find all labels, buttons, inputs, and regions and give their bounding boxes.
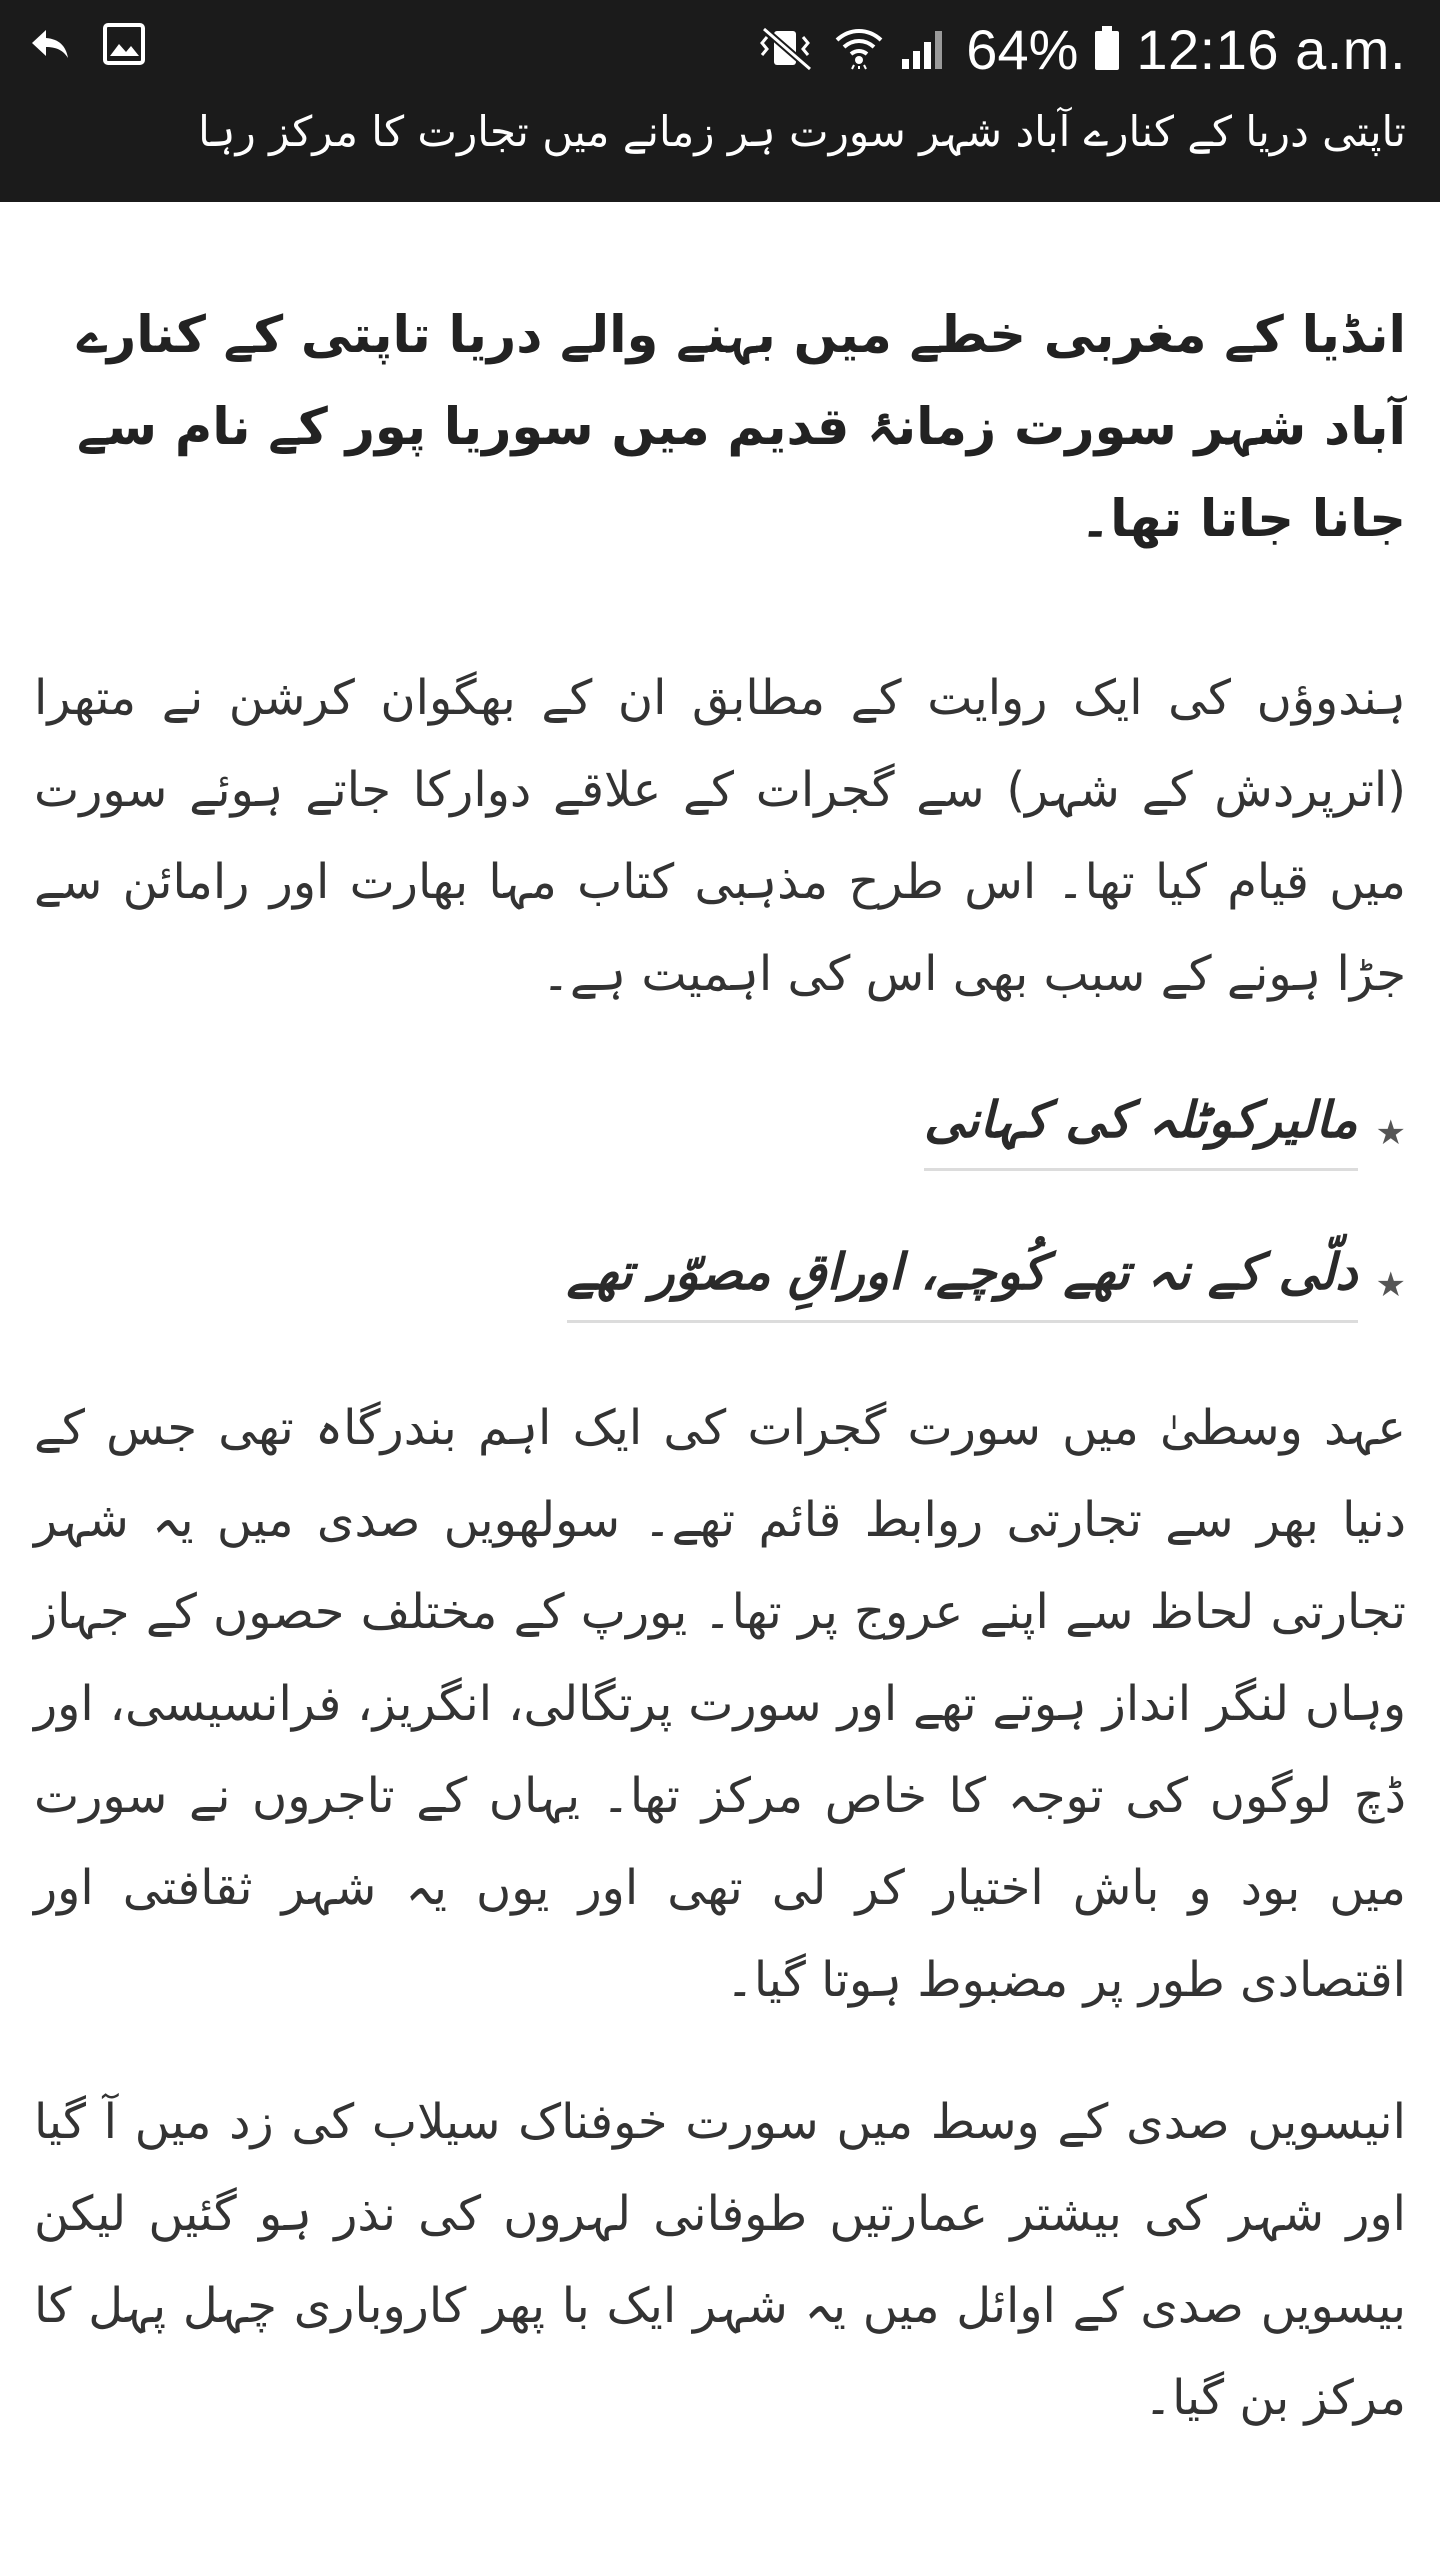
related-links: [34, 1078, 1406, 1382]
status-bar: [0, 0, 1440, 100]
reply-icon: [28, 24, 72, 68]
related-item: [34, 1230, 1406, 1382]
status-bar-left: [28, 22, 146, 70]
battery-icon: [1094, 25, 1120, 75]
image-icon: [102, 22, 146, 70]
article-lead: انڈیا کے مغربی خطے میں بہنے والے دریا تاپتی کے کنارے آباد شہر سورت زمانۂ قدیم میں سوریا پور کے نام سے جانا جاتا تھا۔: [77, 306, 1406, 549]
star-icon: ★: [1375, 1264, 1406, 1305]
related-item: [34, 1078, 1406, 1230]
wifi-icon: [834, 25, 884, 75]
article-paragraph: عہد وسطیٰ میں سورت گجرات کی ایک اہم بندرگاہ تھی جس کے دنیا بھر سے تجارتی روابط قائم تھے۔ سولھویں صدی میں یہ شہر تجارتی لحاظ سے اپنے عروج پر تھا۔ یورپ کے مختلف حصوں کے جہاز وہاں لنگر انداز ہوتے تھے اور سورت پرتگالی، انگریز، فرانسیسی، اور ڈچ لوگوں کی توجہ کا خاص مرکز تھا۔ یہاں کے تاجروں نے سورت میں بود و باش اختیار کر لی تھی اور یوں یہ شہر ثقافتی اور اقتصادی طور پر مضبوط ہوتا گیا۔: [34, 1400, 1406, 2008]
top-bar: [0, 0, 1440, 202]
battery-percent: 64%: [966, 18, 1079, 81]
signal-icon: [900, 25, 950, 75]
clock: 12:16 a.m.: [1136, 18, 1406, 81]
related-link-malerkotla[interactable]: مالیرکوٹلہ کی کہانی: [924, 1078, 1358, 1171]
vibrate-mute-icon: [756, 25, 818, 75]
page-title: تاپتی دریا کے کنارے آباد شہر سورت ہر زمانے میں تجارت کا مرکز رہا: [198, 107, 1406, 156]
article-paragraph: ہندوؤں کی ایک روایت کے مطابق ان کے بھگوان کرشن نے متھرا (اترپردش کے شہر) سے گجرات کے علاقے دوارکا جاتے ہوئے سورت میں قیام کیا تھا۔ اس طرح مذہبی کتاب مہا بھارت اور رامائن سے جڑا ہونے کے سبب بھی اس کی اہمیت ہے۔: [34, 670, 1406, 1002]
title-bar: [0, 100, 1440, 202]
article-paragraph: انیسویں صدی کے وسط میں سورت خوفناک سیلاب کی زد میں آ گیا اور شہر کی بیشتر عمارتیں طوفانی لہروں کی نذر ہو گئیں لیکن بیسویں صدی کے اوائل میں یہ شہر ایک با پھر کاروباری چہل پہل کا مرکز بن گیا۔: [34, 2094, 1406, 2426]
status-bar-right: [756, 10, 1406, 90]
article-body: [34, 290, 1406, 2494]
related-link-delhi[interactable]: دلّی کے نہ تھے کُوچے، اوراقِ مصوّر تھے: [567, 1230, 1358, 1323]
star-icon: ★: [1375, 1112, 1406, 1153]
